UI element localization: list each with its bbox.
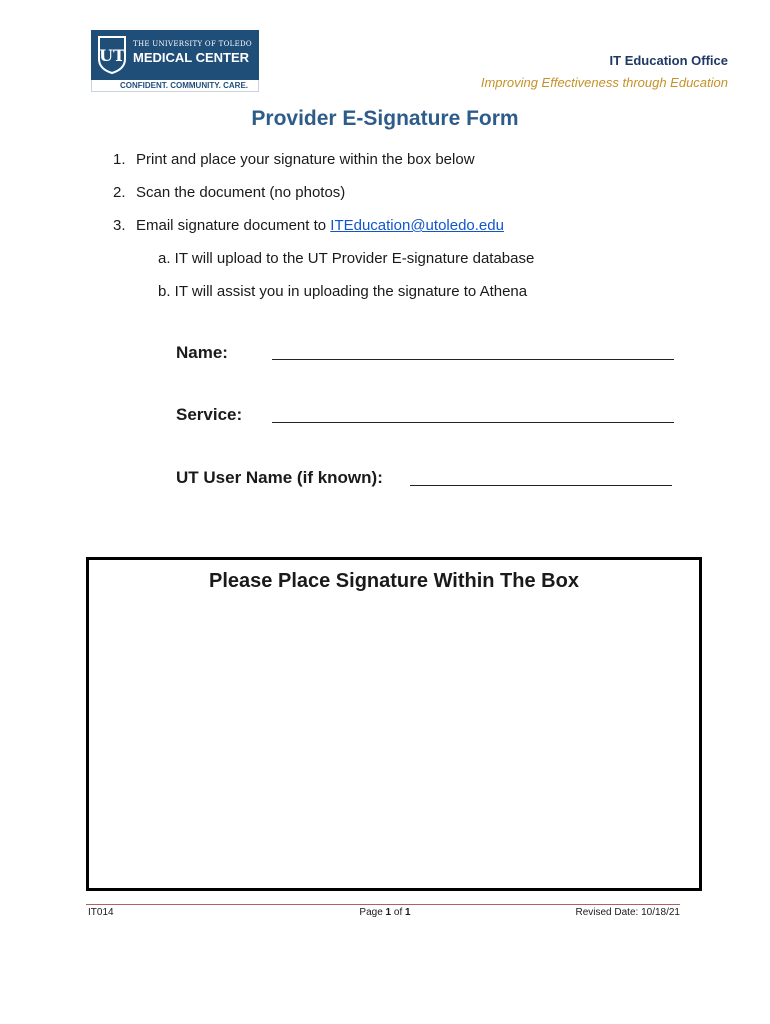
service-label: Service: bbox=[176, 405, 243, 424]
step-number: 3. bbox=[113, 217, 126, 234]
signature-box[interactable] bbox=[86, 557, 702, 891]
username-field[interactable] bbox=[410, 485, 672, 486]
name-field[interactable] bbox=[272, 359, 674, 360]
username-label: UT User Name (if known): bbox=[176, 468, 383, 487]
svg-text:UT: UT bbox=[99, 46, 125, 65]
step-text: Scan the document (no photos) bbox=[136, 184, 346, 201]
page-prefix: Page bbox=[359, 907, 386, 918]
logo-block bbox=[91, 30, 259, 80]
step-text: Print and place your signature within the box below bbox=[136, 151, 475, 168]
header-right bbox=[481, 52, 728, 92]
logo-tagline: CONFIDENT. COMMUNITY. CARE. bbox=[120, 81, 248, 90]
email-link[interactable]: ITEducation@utoledo.edu bbox=[330, 217, 504, 234]
substep-b: b. IT will assist you in uploading the signature to Athena bbox=[158, 283, 528, 300]
page-total: 1 bbox=[405, 907, 411, 918]
page-of: of bbox=[391, 907, 406, 918]
substep-a: a. IT will upload to the UT Provider E-signature database bbox=[158, 250, 535, 267]
form-code: IT014 bbox=[88, 907, 114, 918]
step-number: 1. bbox=[113, 151, 126, 168]
logo-tagline-box bbox=[91, 80, 259, 92]
step-number: 2. bbox=[113, 184, 126, 201]
step-2 bbox=[113, 183, 504, 216]
logo-line1: THE UNIVERSITY OF TOLEDO bbox=[133, 40, 252, 48]
step-3 bbox=[113, 216, 504, 249]
step-1 bbox=[113, 150, 504, 183]
revised-date: Revised Date: 10/18/21 bbox=[575, 907, 680, 918]
service-field[interactable] bbox=[272, 422, 674, 423]
step-text: Email signature document to bbox=[136, 217, 331, 234]
page-number: 1 bbox=[385, 907, 392, 918]
ut-shield-icon bbox=[97, 35, 127, 75]
instruction-steps bbox=[113, 150, 504, 249]
form-title: Provider E-Signature Form bbox=[251, 107, 519, 130]
university-logo bbox=[91, 30, 259, 92]
office-name: IT Education Office bbox=[609, 53, 728, 68]
logo-line2: MEDICAL CENTER bbox=[133, 50, 250, 65]
footer-rule bbox=[86, 904, 680, 905]
office-tagline: Improving Effectiveness through Education bbox=[480, 75, 728, 90]
name-label: Name: bbox=[176, 343, 228, 362]
signature-box-title: Please Place Signature Within The Box bbox=[209, 570, 579, 592]
